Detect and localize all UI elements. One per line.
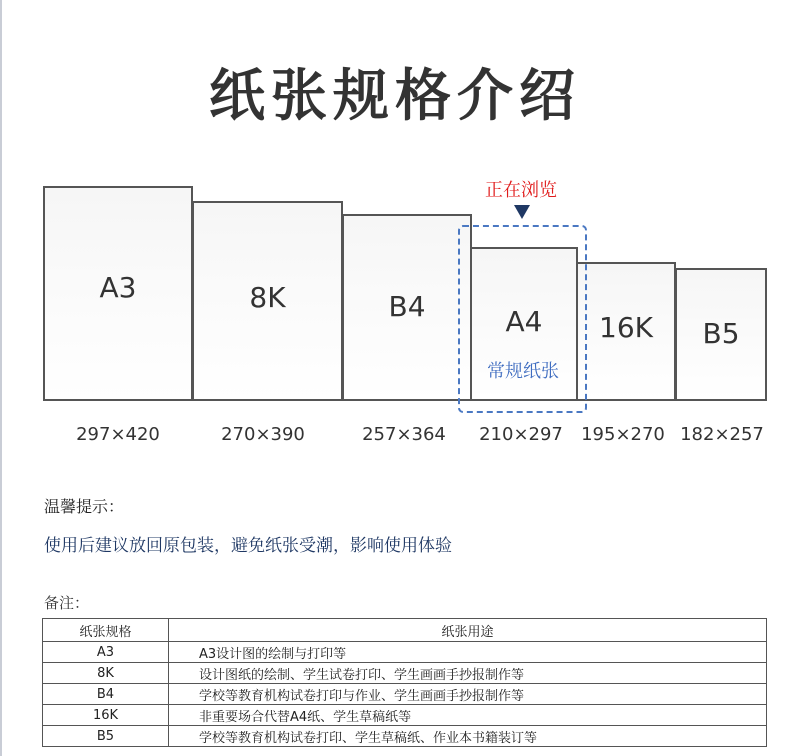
- table-row: [43, 705, 767, 726]
- cell-usage: 学校等教育机构试卷打印、学生草稿纸、作业本书籍装订等: [169, 726, 767, 747]
- header-usage: 纸张用途: [169, 619, 767, 642]
- tip-heading: 温馨提示：: [44, 497, 125, 516]
- paper-sheet-b5: [675, 268, 767, 400]
- cell-spec: A3: [43, 642, 169, 663]
- table-row: [43, 684, 767, 705]
- table-header-row: [43, 619, 767, 642]
- cell-spec: B5: [43, 726, 169, 747]
- header-spec: 纸张规格: [43, 619, 169, 642]
- table-row: [43, 726, 767, 747]
- browsing-label: 正在浏览: [485, 180, 557, 201]
- paper-size-a3: 297×420: [76, 424, 160, 445]
- cell-usage: 非重要场合代替A4纸、学生草稿纸等: [169, 705, 767, 726]
- cell-spec: B4: [43, 684, 169, 705]
- paper-size-a4: 210×297: [479, 424, 563, 445]
- cell-usage: 设计图纸的绘制、学生试卷打印、学生画画手抄报制作等: [169, 663, 767, 684]
- paper-label: 16K: [599, 311, 653, 344]
- paper-label: 8K: [249, 281, 286, 314]
- paper-label: B5: [702, 317, 740, 350]
- paper-sheet-16k: [576, 262, 676, 400]
- paper-label: B4: [388, 290, 426, 323]
- sheet-baseline: [43, 399, 767, 401]
- paper-sheet-8k: [192, 201, 343, 400]
- note-heading: 备注：: [44, 594, 90, 612]
- pointer-triangle-icon: [514, 205, 530, 219]
- paper-size-8k: 270×390: [221, 424, 305, 445]
- table-row: [43, 663, 767, 684]
- cell-spec: 16K: [43, 705, 169, 726]
- current-paper-highlight: [458, 225, 587, 413]
- page-title: 纸张规格介绍: [209, 64, 581, 129]
- cell-spec: 8K: [43, 663, 169, 684]
- cell-usage: 学校等教育机构试卷打印与作业、学生画画手抄报制作等: [169, 684, 767, 705]
- paper-sheet-a3: [43, 186, 193, 400]
- regular-paper-label: 常规纸张: [487, 361, 559, 382]
- paper-usage-table: [42, 618, 767, 747]
- paper-size-b5: 182×257: [680, 424, 764, 445]
- tip-text: 使用后建议放回原包装，避免纸张受潮，影响使用体验: [44, 536, 452, 556]
- paper-label: A4: [505, 305, 543, 338]
- paper-size-b4: 257×364: [362, 424, 446, 445]
- table-row: [43, 642, 767, 663]
- cell-usage: A3设计图的绘制与打印等: [169, 642, 767, 663]
- paper-size-16k: 195×270: [581, 424, 665, 445]
- paper-sheet-b4: [342, 214, 472, 400]
- paper-label: A3: [99, 271, 137, 304]
